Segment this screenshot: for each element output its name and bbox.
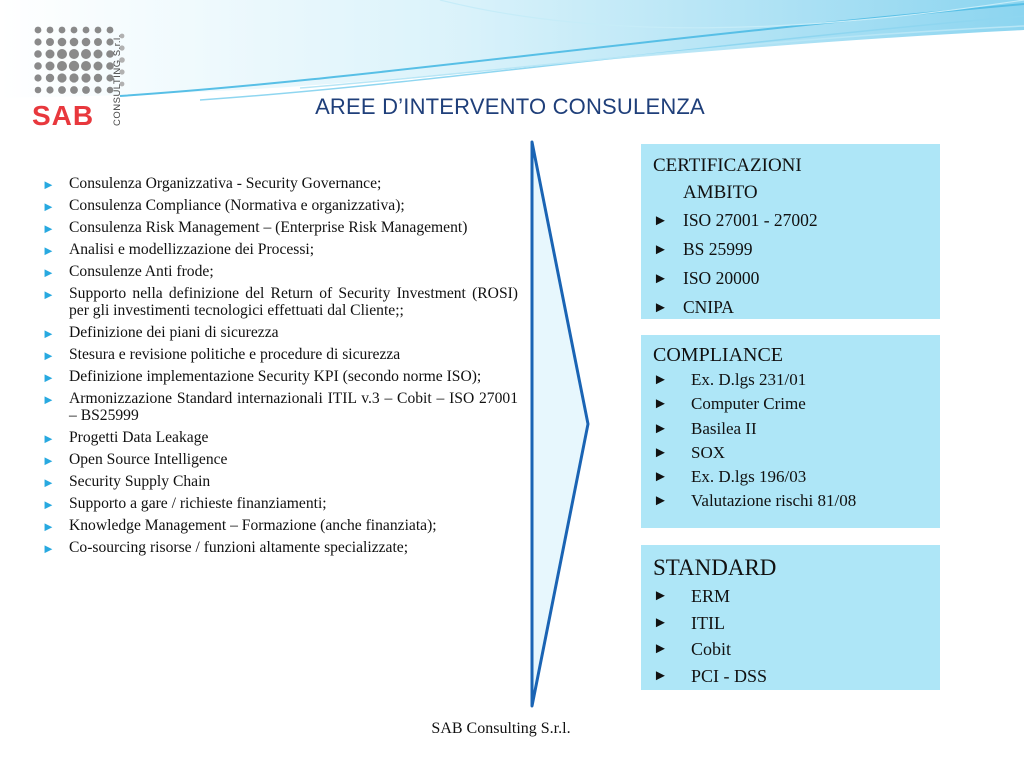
list-item [653, 264, 930, 293]
bullet-arrow-icon: ► [653, 444, 668, 461]
list-item [653, 465, 930, 489]
certificazioni-box [641, 144, 940, 319]
bullet-arrow-icon: ► [42, 326, 55, 341]
logo-side-text: CONSULTING S.r.l. [112, 34, 123, 126]
bullet-arrow-icon: ► [42, 265, 55, 280]
list-item [653, 663, 930, 690]
standard-title: STANDARD [653, 555, 777, 580]
standard-box [641, 545, 940, 690]
bullet-arrow-icon: ► [653, 588, 668, 604]
list-item [653, 368, 930, 392]
list-item [42, 473, 518, 490]
list-item-text: BS 25999 [683, 239, 753, 259]
list-item-text: Supporto nella definizione del Return of Security Investment (ROSI) per gli investimenti tecnologici effettuati dal Cliente;; [69, 285, 518, 319]
list-item [42, 451, 518, 468]
bullet-arrow-icon: ► [653, 493, 668, 510]
list-item-text: Open Source Intelligence [69, 451, 228, 468]
list-item-text: PCI - DSS [691, 665, 768, 686]
company-logo [30, 22, 135, 132]
list-item [42, 390, 518, 424]
bullet-arrow-icon: ► [653, 300, 668, 316]
list-item [653, 441, 930, 465]
list-item [653, 392, 930, 416]
list-item [653, 293, 930, 322]
bullet-arrow-icon: ► [653, 614, 668, 631]
list-item [42, 495, 518, 512]
list-item-text: ISO 20000 [683, 268, 760, 288]
list-item-text: Consulenze Anti frode; [69, 263, 214, 280]
list-item [42, 175, 518, 192]
list-item [653, 489, 930, 513]
bullet-arrow-icon: ► [42, 177, 55, 192]
bullet-arrow-icon: ► [42, 431, 55, 446]
list-item [653, 636, 930, 663]
list-item [42, 368, 518, 385]
list-item-text: Consulenza Organizzativa - Security Governance; [69, 175, 382, 192]
bullet-arrow-icon: ► [653, 271, 668, 287]
bullet-arrow-icon: ► [42, 348, 55, 363]
bullet-arrow-icon: ► [42, 519, 55, 534]
list-item-text: Supporto a gare / richieste finanziamenti; [69, 495, 327, 512]
list-item-text: Armonizzazione Standard internazionali ITIL v.3 – Cobit – ISO 27001 – BS25999 [69, 390, 518, 424]
bullet-arrow-icon: ► [653, 372, 668, 388]
bullet-arrow-icon: ► [42, 453, 55, 468]
standard-list [653, 583, 930, 689]
list-item [42, 241, 518, 258]
list-item-text: Definizione implementazione Security KPI (secondo norme ISO); [69, 368, 482, 385]
bullet-arrow-icon: ► [42, 221, 55, 236]
slide-title: AREE D’INTERVENTO CONSULENZA [315, 94, 705, 119]
compliance-title: COMPLIANCE [653, 344, 784, 366]
list-item-text: Computer Crime [691, 394, 806, 414]
list-item-text: SOX [691, 442, 726, 462]
list-item [42, 517, 518, 534]
list-item-text: ERM [691, 586, 731, 606]
compliance-list [653, 368, 930, 514]
list-item [42, 539, 518, 556]
list-item [653, 206, 930, 235]
bullet-arrow-icon: ► [42, 497, 55, 512]
slide-footer: SAB Consulting S.r.l. [431, 720, 571, 737]
bullet-arrow-icon: ► [42, 243, 55, 258]
list-item-text: Definizione dei piani di sicurezza [69, 324, 279, 341]
bullet-arrow-icon: ► [653, 396, 668, 413]
bullet-arrow-icon: ► [653, 420, 668, 437]
list-item-text: Security Supply Chain [69, 473, 211, 490]
list-item-text: Basilea II [691, 418, 757, 438]
list-item-text: Cobit [691, 639, 732, 660]
list-item-text: ISO 27001 - 27002 [683, 210, 818, 230]
list-item-text: Co-sourcing risorse / funzioni altamente specializzate; [69, 539, 409, 556]
bullet-arrow-icon: ► [653, 641, 668, 658]
list-item-text: Valutazione rischi 81/08 [691, 491, 857, 511]
list-item [42, 324, 518, 341]
consulting-areas-list [42, 175, 518, 561]
list-item-text: Ex. D.lgs 231/01 [691, 370, 807, 389]
list-item [653, 583, 930, 610]
bullet-arrow-icon: ► [653, 242, 668, 258]
list-item-text: Stesura e revisione politiche e procedure di sicurezza [69, 346, 401, 363]
list-item [653, 417, 930, 441]
bullet-arrow-icon: ► [653, 667, 668, 684]
bullet-arrow-icon: ► [42, 287, 55, 302]
list-item [42, 285, 518, 319]
list-item-text: Analisi e modellizzazione dei Processi; [69, 241, 315, 258]
logo-brand-text: SAB [32, 100, 95, 131]
list-item [42, 429, 518, 446]
bullet-arrow-icon: ► [42, 370, 55, 385]
list-item-text: CNIPA [683, 297, 734, 317]
bullet-arrow-icon: ► [653, 213, 668, 229]
list-item [42, 197, 518, 214]
certificazioni-subtitle: AMBITO [683, 182, 758, 203]
list-item-text: ITIL [691, 612, 725, 633]
list-item [42, 263, 518, 280]
list-item-text: Progetti Data Leakage [69, 429, 209, 446]
compliance-box [641, 335, 940, 528]
certificazioni-title: CERTIFICAZIONI [653, 155, 802, 176]
list-item [42, 346, 518, 363]
bullet-arrow-icon: ► [42, 475, 55, 490]
list-item-text: Consulenza Compliance (Normativa e organizzativa); [69, 197, 405, 214]
list-item [42, 219, 518, 236]
bullet-arrow-icon: ► [42, 541, 55, 556]
chevron-arrow-icon [524, 138, 594, 710]
list-item-text: Knowledge Management – Formazione (anche finanziata); [69, 517, 437, 534]
bullet-arrow-icon: ► [42, 392, 55, 407]
list-item-text: Consulenza Risk Management – (Enterprise Risk Management) [69, 219, 468, 236]
bullet-arrow-icon: ► [42, 199, 55, 214]
list-item [653, 610, 930, 637]
bullet-arrow-icon: ► [653, 469, 668, 486]
list-item-text: Ex. D.lgs 196/03 [691, 467, 807, 487]
certificazioni-list [653, 206, 930, 322]
list-item [653, 235, 930, 264]
